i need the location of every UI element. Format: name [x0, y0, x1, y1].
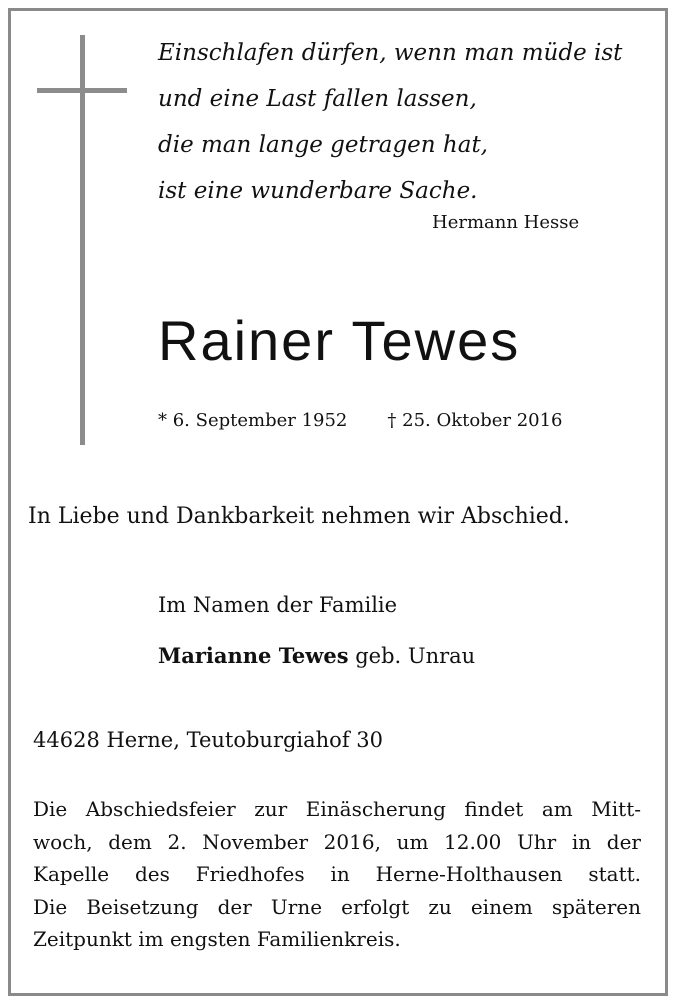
ceremony-line: Kapelle des Friedhofes in Herne-Holthausen statt. [33, 862, 641, 886]
address: 44628 Herne, Teutoburgiahof 30 [33, 728, 383, 752]
poem-line: die man lange getragen hat, [158, 132, 488, 158]
ceremony-line: Zeitpunkt im engsten Familienkreis. [33, 927, 401, 951]
family-signature [158, 643, 475, 668]
poem-author: Hermann Hesse [432, 212, 580, 233]
deceased-name: Rainer Tewes [158, 309, 521, 372]
farewell-text: In Liebe und Dankbarkeit nehmen wir Abschied. [28, 504, 570, 529]
birth-date: * 6. September 1952 [158, 410, 348, 431]
ceremony-notice [33, 793, 641, 956]
life-dates [158, 410, 563, 431]
family-name: Marianne Tewes [158, 643, 349, 668]
ceremony-line: woch, dem 2. November 2016, um 12.00 Uhr in der [33, 829, 641, 854]
family-label: Im Namen der Familie [158, 593, 398, 617]
poem [158, 30, 638, 214]
ceremony-line: Die Beisetzung der Urne erfolgt zu einem späteren [33, 894, 641, 919]
cross-icon-horizontal-bar [37, 88, 127, 93]
ceremony-line: Die Abschiedsfeier zur Einäscherung findet am Mitt- [33, 797, 641, 821]
poem-line: Einschlafen dürfen, wenn man müde ist [158, 40, 623, 66]
poem-line: ist eine wunderbare Sache. [158, 178, 478, 204]
poem-line: und eine Last fallen lassen, [158, 86, 477, 112]
family-maiden-name: geb. Unrau [348, 644, 476, 668]
death-date: † 25. Oktober 2016 [387, 410, 563, 431]
cross-icon-vertical-bar [80, 35, 85, 445]
